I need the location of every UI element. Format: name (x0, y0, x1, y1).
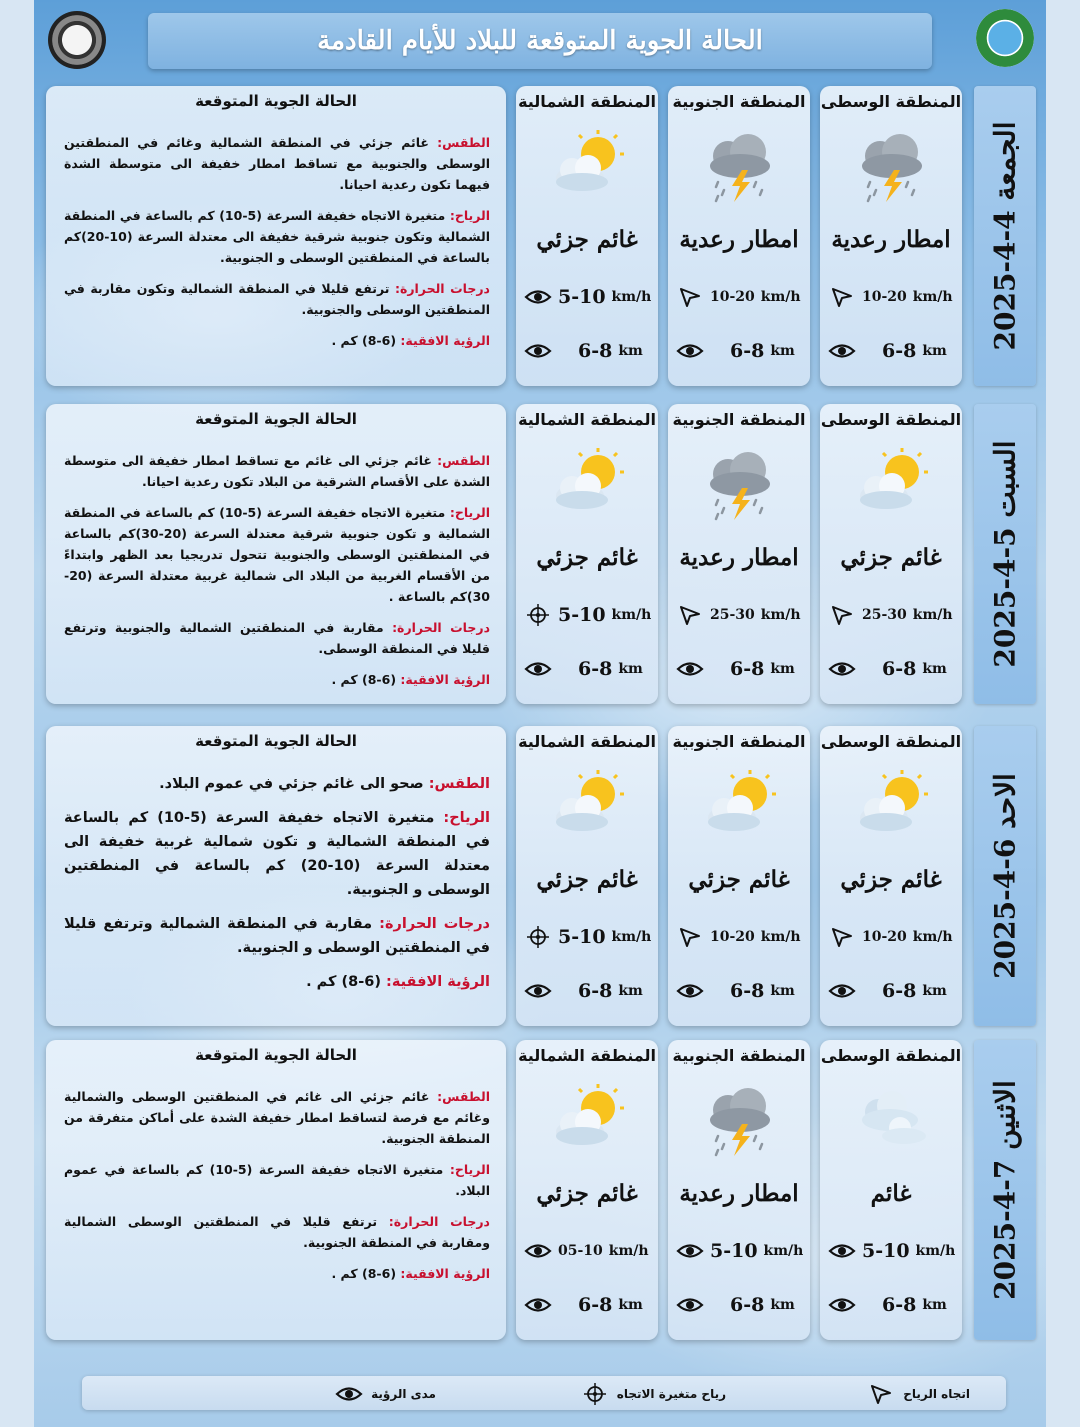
visibility-unit: km (618, 983, 643, 999)
visibility-unit: km (770, 661, 795, 677)
visibility-unit: km (922, 661, 947, 677)
weather-label: الطقس: (437, 135, 490, 150)
region-card (516, 1040, 658, 1340)
wind-speed-row (828, 282, 956, 312)
day-block (46, 726, 1036, 1026)
date-bar (974, 404, 1036, 704)
day-block (46, 404, 1036, 704)
visibility-value: 6-8 (730, 980, 765, 1002)
visibility-value: 6-8 (730, 1294, 765, 1316)
forecast-poster (34, 0, 1046, 1427)
weather-text: غائم جزئي في المنطقة الشمالية وغائم في المنطقتين الوسطى والجنوبية مع تساقط امطار خفيفة الى متوسطة الشدة فيهما تكون رعدية احيانا. (64, 135, 490, 192)
cloudy-icon (850, 1078, 934, 1162)
partly-cloudy-icon (546, 442, 630, 526)
compass-icon (524, 603, 552, 627)
legend-item-variable-wind (581, 1382, 726, 1406)
visibility-label: الرؤية الافقية: (386, 974, 490, 990)
eye-icon (524, 285, 552, 309)
visibility-row (676, 1290, 804, 1320)
wind-direction-icon (828, 603, 856, 627)
wind-speed-row (524, 1236, 652, 1266)
thunder-rain-icon (698, 1078, 782, 1162)
visibility-value: 6-8 (730, 340, 765, 362)
wind-speed-value: 5-10 (558, 604, 606, 626)
weather-condition: امطار رعدية (679, 226, 799, 253)
forecast-title: الحالة الجوية المتوقعة (195, 732, 357, 750)
legend (82, 1376, 1006, 1410)
visibility-label: الرؤية الافقية: (400, 672, 490, 687)
partly-cloudy-icon (546, 124, 630, 208)
wind-speed-row (676, 600, 804, 630)
region-name: المنطقة الشمالية (518, 1046, 656, 1065)
visibility-row (828, 336, 956, 366)
weather-text: غائم جزئي الى غائم مع تساقط امطار خفيفة الى متوسطة الشدة على الأقسام الشرقية من البلاد تكون رعدية احيانا. (64, 453, 490, 489)
wind-speed-row (828, 922, 956, 952)
wind-text: متغيرة الاتجاه خفيفة السرعة (5-10) كم بالساعة في المنطقة الشمالية و تكون جنوبية شرقية معتدلة السرعة (20-30)كم بالساعة في المنطقتين الوسطى والجنوبية تتحول تدريجيا بعد الظهر وابتداءً من الأقسام الغربية من البلاد الى شمالية غربية معتدلة السرعة (20-30)كم بالساعة . (64, 505, 491, 604)
legend-label: رياح متغيرة الاتجاه (616, 1387, 726, 1401)
wind-speed-row (828, 600, 956, 630)
visibility-value: 6-8 (578, 340, 613, 362)
day-block (46, 1040, 1036, 1340)
eye-icon (828, 1293, 856, 1317)
forecast-title: الحالة الجوية المتوقعة (195, 1046, 357, 1064)
partly-cloudy-icon (546, 1078, 630, 1162)
visibility-unit: km (618, 1297, 643, 1313)
eye-icon (676, 1293, 704, 1317)
visibility-text: (6-8) كم . (331, 672, 397, 687)
temperature-text: ترتفع قليلا في المنطقة الشمالية وتكون مقاربة في المنطقتين الوسطى والجنوبية. (64, 281, 490, 317)
visibility-unit: km (922, 343, 947, 359)
visibility-unit: km (922, 1297, 947, 1313)
wind-direction-icon (828, 285, 856, 309)
region-name: المنطقة الجنوبية (672, 1046, 806, 1065)
visibility-row (676, 336, 804, 366)
visibility-text: (6-8) كم . (331, 1266, 397, 1281)
visibility-row (524, 654, 652, 684)
visibility-row (676, 976, 804, 1006)
visibility-value: 6-8 (882, 658, 917, 680)
wind-speed-unit: km/h (760, 929, 801, 945)
temperature-label: درجات الحرارة: (388, 1214, 490, 1229)
partly-cloudy-icon (698, 764, 782, 848)
wind-label: الرياح: (449, 208, 490, 223)
visibility-value: 6-8 (730, 658, 765, 680)
wind-speed-row (828, 1236, 956, 1266)
date-label: الاحد 6-4-2025 (988, 773, 1022, 979)
forecast-center-logo (48, 11, 106, 69)
temperature-label: درجات الحرارة: (394, 281, 490, 296)
forecast-title: الحالة الجوية المتوقعة (195, 92, 357, 110)
wind-speed-value: 05-10 (558, 1243, 603, 1259)
eye-icon (828, 1239, 856, 1263)
eye-icon (676, 1239, 704, 1263)
eye-icon (828, 657, 856, 681)
wind-text: متغيرة الاتجاه خفيفة السرعة (5-10) كم بالساعة في المنطقة الشمالية و تكون شمالية غربية خفيفة الى معتدلة السرعة (10-20) كم بالساعة في المنطقتين الوسطى و الجنوبية. (64, 810, 490, 898)
wind-direction-icon (676, 925, 704, 949)
forecast-text (64, 132, 490, 361)
wind-speed-unit: km/h (611, 607, 652, 623)
region-name: المنطقة الوسطى (820, 410, 962, 429)
wind-speed-unit: km/h (912, 929, 953, 945)
page-title: الحالة الجوية المتوقعة للبلاد للأيام القادمة (317, 26, 763, 56)
temperature-label: درجات الحرارة: (379, 916, 490, 932)
wind-speed-value: 25-30 (710, 607, 755, 623)
region-name: المنطقة الجنوبية (672, 92, 806, 111)
eye-icon (524, 339, 552, 363)
region-name: المنطقة الشمالية (518, 92, 656, 111)
weather-label: الطقس: (437, 453, 490, 468)
visibility-row (828, 976, 956, 1006)
forecast-panel (46, 726, 506, 1026)
forecast-panel (46, 404, 506, 704)
weather-condition: امطار رعدية (831, 226, 951, 253)
forecast-text (64, 1086, 490, 1294)
wind-speed-value: 10-20 (862, 289, 907, 305)
wind-direction-icon (676, 603, 704, 627)
partly-cloudy-icon (850, 764, 934, 848)
eye-icon (524, 657, 552, 681)
legend-label: مدى الرؤية (371, 1387, 436, 1401)
forecast-title: الحالة الجوية المتوقعة (195, 410, 357, 428)
weather-condition: غائم جزئي (536, 226, 638, 253)
date-label: الاثنين 7-4-2025 (988, 1080, 1022, 1300)
wind-direction-icon (676, 285, 704, 309)
visibility-row (524, 336, 652, 366)
weather-condition: غائم جزئي (536, 866, 638, 893)
weather-condition: غائم جزئي (840, 866, 942, 893)
eye-icon (676, 657, 704, 681)
legend-label: اتجاه الرياح (903, 1387, 970, 1401)
visibility-unit: km (618, 661, 643, 677)
page-header (148, 13, 932, 69)
wind-speed-unit: km/h (760, 289, 801, 305)
region-name: المنطقة الوسطى (820, 732, 962, 751)
weather-text: صحو الى غائم جزئي في عموم البلاد. (159, 776, 424, 792)
eye-icon (828, 339, 856, 363)
thunder-rain-icon (698, 442, 782, 526)
thunder-rain-icon (698, 124, 782, 208)
partly-cloudy-icon (850, 442, 934, 526)
day-block (46, 86, 1036, 386)
compass-icon (581, 1382, 609, 1406)
region-name: المنطقة الجنوبية (672, 410, 806, 429)
visibility-unit: km (618, 343, 643, 359)
visibility-text: (6-8) كم . (306, 974, 381, 990)
wind-speed-unit: km/h (611, 929, 652, 945)
visibility-value: 6-8 (882, 1294, 917, 1316)
wind-direction-icon (828, 925, 856, 949)
weather-text: غائم جزئي الى غائم في المنطقتين الوسطى والشمالية وغائم مع فرصة لتساقط امطار خفيفة الشدة على أماكن متفرقة من المنطقة الجنوبية. (64, 1089, 490, 1146)
date-bar (974, 726, 1036, 1026)
visibility-unit: km (770, 1297, 795, 1313)
forecast-text (64, 450, 490, 700)
date-label: السبت 5-4-2025 (988, 440, 1022, 668)
wind-speed-row (524, 922, 652, 952)
region-card (668, 404, 810, 704)
visibility-label: الرؤية الافقية: (400, 333, 490, 348)
wind-text: متغيرة الاتجاه خفيفة السرعة (5-10) كم بالساعة في المنطقة الشمالية وتكون جنوبية شرقية خفيفة الى معتدلة السرعة (10-20)كم بالساعة في المنطقتين الوسطى و الجنوبية. (64, 208, 490, 265)
wind-label: الرياح: (443, 810, 490, 826)
wind-label: الرياح: (449, 1162, 490, 1177)
wind-speed-unit: km/h (760, 607, 801, 623)
wind-direction-icon (867, 1382, 895, 1406)
date-label: الجمعة 4-4-2025 (988, 121, 1022, 351)
eye-icon (676, 979, 704, 1003)
wind-speed-unit: km/h (915, 1243, 956, 1259)
wind-speed-value: 5-10 (558, 926, 606, 948)
visibility-value: 6-8 (882, 980, 917, 1002)
region-card (820, 1040, 962, 1340)
date-bar (974, 86, 1036, 386)
weather-condition: غائم جزئي (536, 544, 638, 571)
weather-label: الطقس: (437, 1089, 490, 1104)
region-name: المنطقة الشمالية (518, 732, 656, 751)
wind-text: متغيرة الاتجاه خفيفة السرعة (5-10) كم بالساعة في عموم البلاد. (64, 1162, 490, 1198)
visibility-text: (6-8) كم . (331, 333, 397, 348)
weather-condition: غائم جزئي (840, 544, 942, 571)
forecast-text (64, 772, 490, 1004)
eye-icon (524, 1239, 552, 1263)
region-name: المنطقة الجنوبية (672, 732, 806, 751)
weather-condition: غائم جزئي (536, 1180, 638, 1207)
visibility-label: الرؤية الافقية: (400, 1266, 490, 1281)
region-card (516, 726, 658, 1026)
wind-speed-value: 10-20 (710, 289, 755, 305)
region-card (820, 404, 962, 704)
visibility-row (676, 654, 804, 684)
wind-speed-row (524, 600, 652, 630)
region-name: المنطقة الوسطى (820, 92, 962, 111)
legend-item-visibility (335, 1382, 436, 1406)
temperature-text: مقاربة في المنطقة الشمالية وترتفع قليلا في المنطقتين الوسطى و الجنوبية. (64, 916, 490, 956)
forecast-panel (46, 86, 506, 386)
temperature-text: مقاربة في المنطقتين الشمالية والجنوبية وترتفع قليلا في المنطقة الوسطى. (64, 620, 490, 656)
visibility-row (524, 976, 652, 1006)
legend-item-wind-direction (867, 1382, 970, 1406)
wind-speed-value: 10-20 (710, 929, 755, 945)
weather-condition: امطار رعدية (679, 544, 799, 571)
wind-speed-unit: km/h (912, 289, 953, 305)
weather-condition: امطار رعدية (679, 1180, 799, 1207)
wind-speed-unit: km/h (912, 607, 953, 623)
visibility-value: 6-8 (882, 340, 917, 362)
forecast-panel (46, 1040, 506, 1340)
eye-icon (335, 1382, 363, 1406)
weather-label: الطقس: (428, 776, 490, 792)
wind-speed-row (676, 922, 804, 952)
region-card (516, 86, 658, 386)
wind-label: الرياح: (449, 505, 490, 520)
meteorology-authority-logo (976, 9, 1034, 67)
eye-icon (524, 1293, 552, 1317)
wind-speed-value: 5-10 (710, 1240, 758, 1262)
visibility-unit: km (770, 983, 795, 999)
temperature-text: ترتفع قليلا في المنطقتين الوسطى الشمالية ومقاربة في المنطقة الجنوبية. (64, 1214, 490, 1250)
visibility-unit: km (770, 343, 795, 359)
temperature-label: درجات الحرارة: (392, 620, 490, 635)
region-card (668, 1040, 810, 1340)
region-card (668, 86, 810, 386)
visibility-unit: km (922, 983, 947, 999)
visibility-value: 6-8 (578, 658, 613, 680)
wind-speed-value: 5-10 (558, 286, 606, 308)
region-name: المنطقة الشمالية (518, 410, 656, 429)
wind-speed-row (676, 282, 804, 312)
region-card (516, 404, 658, 704)
region-name: المنطقة الوسطى (820, 1046, 962, 1065)
compass-icon (524, 925, 552, 949)
visibility-value: 6-8 (578, 980, 613, 1002)
wind-speed-value: 5-10 (862, 1240, 910, 1262)
date-bar (974, 1040, 1036, 1340)
eye-icon (524, 979, 552, 1003)
wind-speed-row (676, 1236, 804, 1266)
wind-speed-unit: km/h (611, 289, 652, 305)
wind-speed-value: 10-20 (862, 929, 907, 945)
region-card (668, 726, 810, 1026)
wind-speed-row (524, 282, 652, 312)
region-card (820, 86, 962, 386)
wind-speed-value: 25-30 (862, 607, 907, 623)
visibility-row (828, 1290, 956, 1320)
wind-speed-unit: km/h (763, 1243, 804, 1259)
eye-icon (828, 979, 856, 1003)
eye-icon (676, 339, 704, 363)
weather-condition: غائم (870, 1180, 912, 1207)
visibility-value: 6-8 (578, 1294, 613, 1316)
thunder-rain-icon (850, 124, 934, 208)
visibility-row (828, 654, 956, 684)
visibility-row (524, 1290, 652, 1320)
weather-condition: غائم جزئي (688, 866, 790, 893)
region-card (820, 726, 962, 1026)
partly-cloudy-icon (546, 764, 630, 848)
wind-speed-unit: km/h (608, 1243, 649, 1259)
